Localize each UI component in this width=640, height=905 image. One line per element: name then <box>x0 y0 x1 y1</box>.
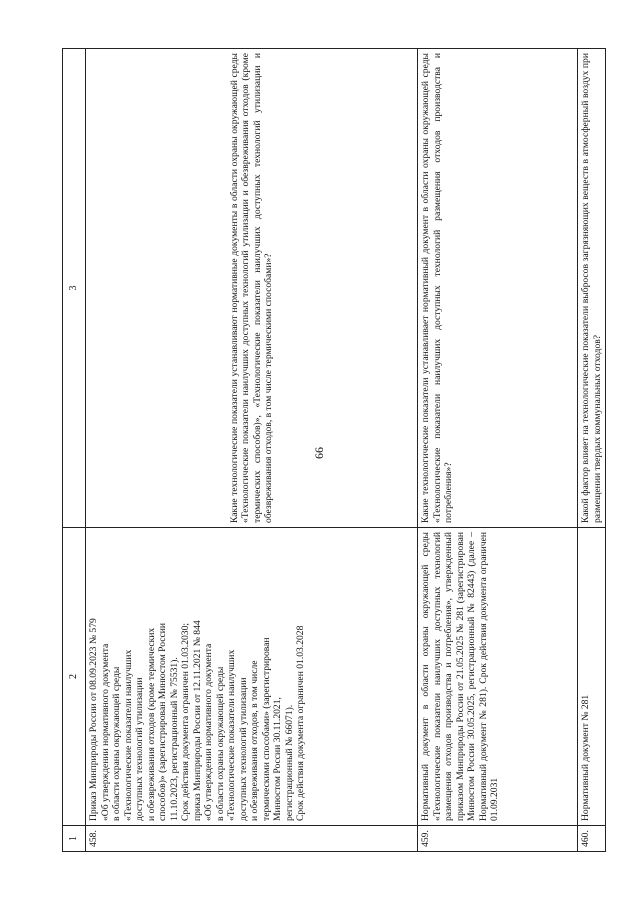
document-line: «Технологические показатели наилучших <box>122 649 134 821</box>
page-number: 66 <box>312 447 326 459</box>
document-line: 11.10.2023, регистрационный № 75531). <box>168 657 180 821</box>
document-line: и обезвреживания отходов, в том числе <box>249 660 260 821</box>
document-line: «Об утверждении нормативного документа <box>99 643 111 821</box>
document-line: и обезвреживания отходов (кроме термических <box>145 627 157 821</box>
table-row-459 <box>418 49 578 852</box>
document-reference-cell: Нормативный документ № 281 <box>578 528 606 826</box>
regulations-table <box>62 48 606 852</box>
document-line: Срок действия документа ограничен 01.03.2030; <box>180 622 191 821</box>
document-line: в области охраны окружающей среды <box>111 666 122 821</box>
document-line: Приказ Минприроды России от 08.09.2023 № 579 <box>88 618 99 821</box>
document-line: приказ Минприроды России от 12.11.2021 № 844 <box>191 620 203 821</box>
document-table-area <box>68 48 606 851</box>
document-line: регистрационный № 66071). <box>283 704 295 821</box>
document-line: «Технологические показатели наилучших <box>226 649 237 821</box>
document-reference-cell <box>86 528 418 826</box>
document-line: Минюстом России 30.11.2021, <box>272 697 283 821</box>
document-line: способов)» (зарегистрирован Минюстом России <box>157 622 168 821</box>
question-cell: Какие технологические показатели устанавливает нормативный документ в области охраны окружающей среды «Технологические показатели наилучших доступных технологий размещения отходов производства и потребления»? <box>418 49 578 528</box>
header-col-3: 3 <box>63 49 86 528</box>
table-header-row <box>63 49 86 852</box>
question-cell: Какие технологические показатели устанавливают нормативные документы в области охраны окружающей среды «Технологические показатели наилучших доступных технологий утилизации и обезвреживания отходов (кроме термических способов)», «Технологические показатели наилучших доступных технологий утилизации и обезвреживания отходов, в том числе термическими способами»? <box>86 49 418 528</box>
document-reference-cell: Нормативный документ в области охраны окружающей среды «Технологические показатели наилучших доступных технологий размещения отходов производства и потребления», утвержденный приказом Минприроды России от 21.05.2025 № 281 (зарегистрирован Минюстом России 30.05.2025, регистрационный № 82443) (далее – Нормативный документ № 281). Срок действия документа ограничен 01.09.2031 <box>418 528 578 826</box>
header-col-2: 2 <box>63 528 86 826</box>
document-line: Срок действия документа ограничен 01.03.2028 <box>295 625 306 821</box>
document-line: термическими способами» (зарегистрирован <box>260 637 272 821</box>
document-line: в области охраны окружающей среды <box>214 666 226 821</box>
table-row-460 <box>578 49 606 852</box>
row-number: 460. <box>578 826 606 852</box>
table-row-458 <box>86 49 418 852</box>
header-col-1: 1 <box>63 826 86 852</box>
document-line: доступных технологий утилизации <box>237 677 249 821</box>
document-line: доступных технологий утилизации <box>134 677 145 821</box>
row-number: 458. <box>86 826 418 852</box>
row-number: 459. <box>418 826 578 852</box>
question-cell: Какой фактор влияет на технологические показатели выбросов загрязняющих веществ в атмосферный воздух при размещении твердых коммунальных отходов? <box>578 49 606 528</box>
document-line: «Об утверждении нормативного документа <box>203 643 214 821</box>
